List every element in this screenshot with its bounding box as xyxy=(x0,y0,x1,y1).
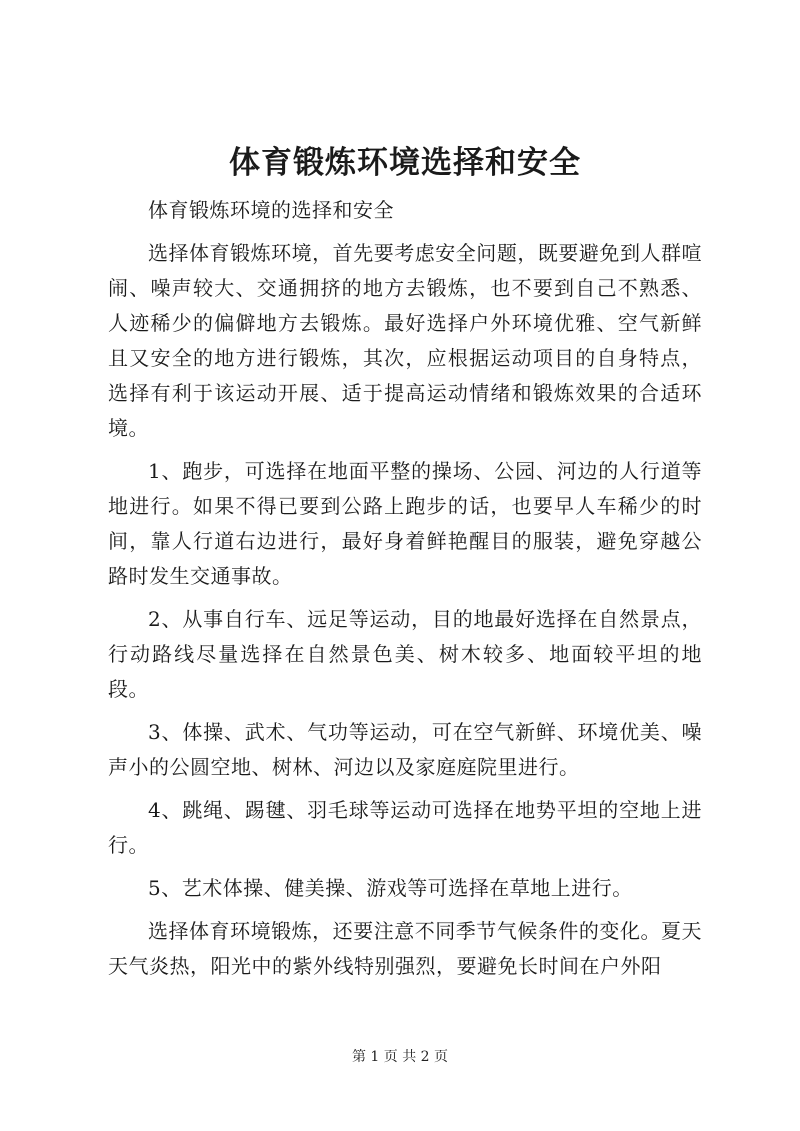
paragraph-item-1: 1、跑步，可选择在地面平整的操场、公园、河边的人行道等地进行。如果不得已要到公路上跑步的话，也要早人车稀少的时间，靠人行道右边进行，最好身着鲜艳醒目的服装，避免穿越公路时发生交通事故。 xyxy=(108,459,702,588)
paragraph-intro: 选择体育锻炼环境，首先要考虑安全问题，既要避免到人群喧闹、噪声较大、交通拥挤的地方去锻炼，也不要到自己不熟悉、人迹稀少的偏僻地方去锻炼。最好选择户外环境优雅、空气新鲜且又安全的地方进行锻炼，其次，应根据运动项目的自身特点，选择有利于该运动开展、适于提高运动情绪和锻炼效果的合适环境。 xyxy=(108,241,702,440)
paragraph-item-4: 4、跳绳、踢毽、羽毛球等运动可选择在地势平坦的空地上进行。 xyxy=(108,798,702,857)
page-number-footer: 第 1 页 共 2 页 xyxy=(351,1049,449,1065)
paragraph-item-3: 3、体操、武术、气功等运动，可在空气新鲜、环境优美、噪声小的公圆空地、树林、河边以及家庭庭院里进行。 xyxy=(108,720,702,779)
document-body xyxy=(108,193,702,984)
paragraph-item-2: 2、从事自行车、远足等运动，目的地最好选择在自然景点，行动路线尽量选择在自然景色美、树木较多、地面较平坦的地段。 xyxy=(108,607,702,701)
page-title: 体育锻炼环境选择和安全 xyxy=(229,145,581,181)
paragraph-subtitle: 体育锻炼环境的选择和安全 xyxy=(148,198,394,222)
paragraph-season: 选择体育环境锻炼，还要注意不同季节气候条件的变化。夏天天气炎热，阳光中的紫外线特别强烈，要避免长时间在户外阳 xyxy=(108,919,702,978)
paragraph-item-5: 5、艺术体操、健美操、游戏等可选择在草地上进行。 xyxy=(148,876,633,900)
